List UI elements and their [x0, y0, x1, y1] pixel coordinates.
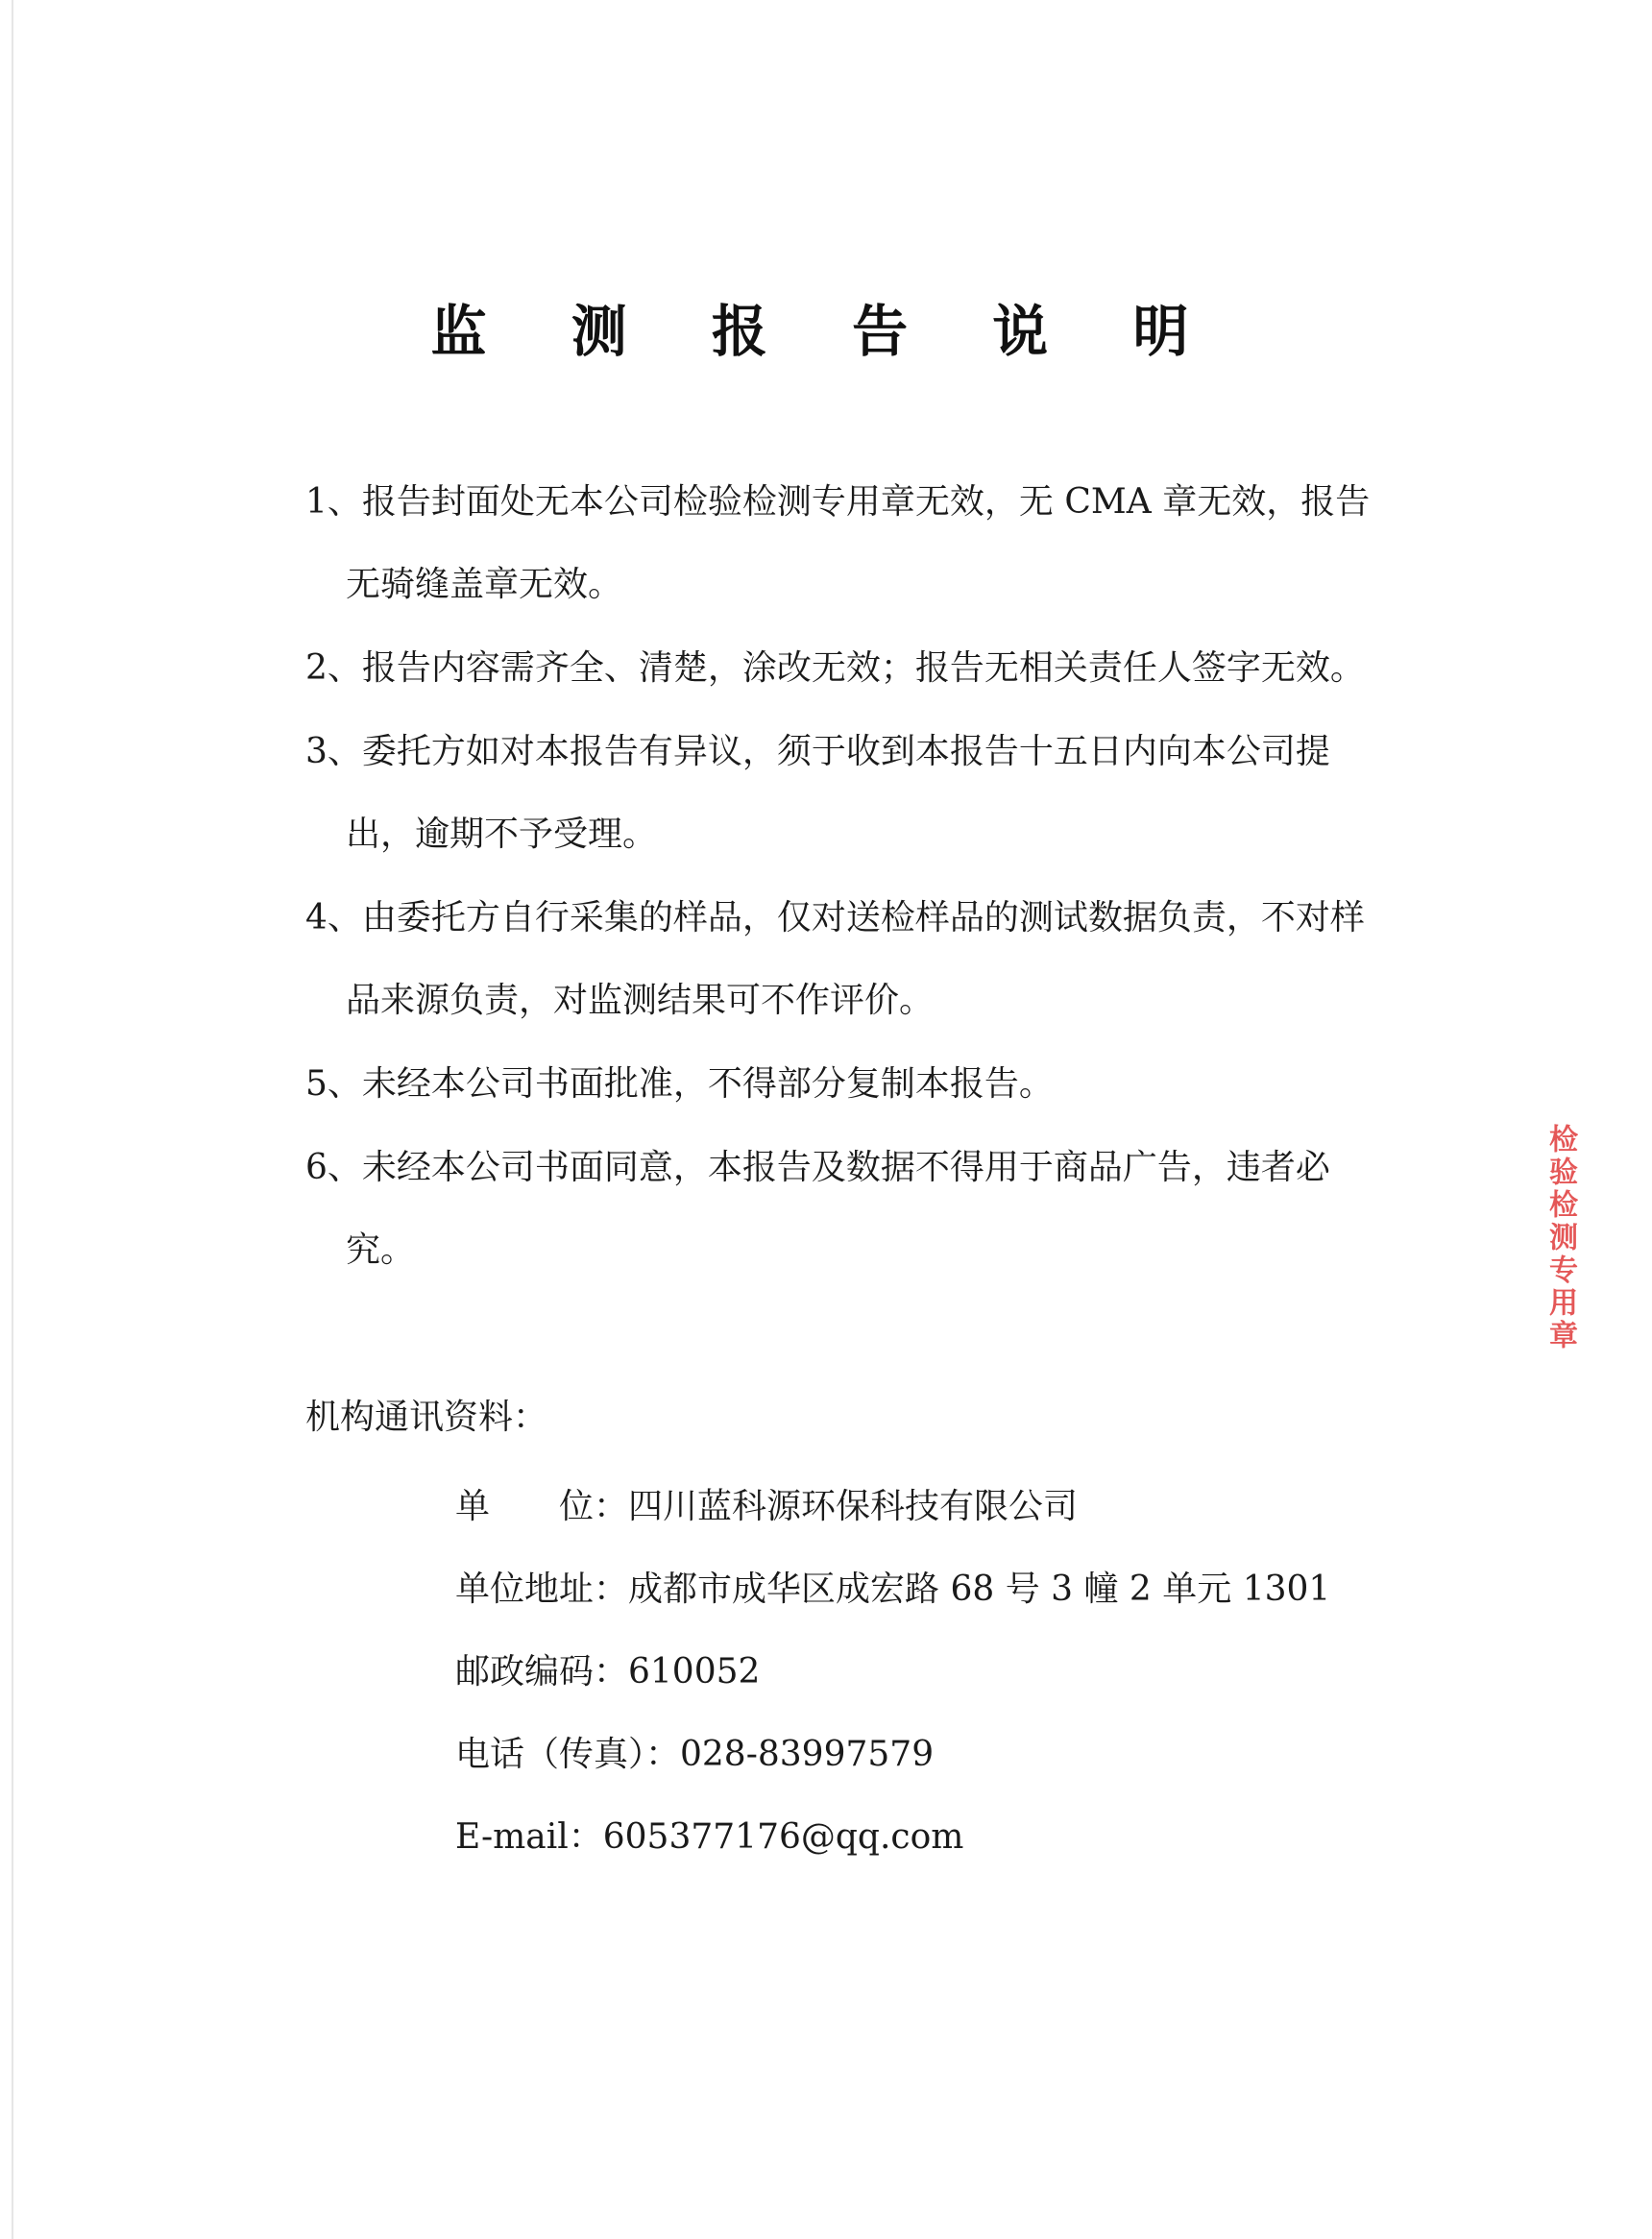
notes-list — [305, 461, 1372, 1293]
document-title: 监 测 报 告 说 明 — [430, 299, 1222, 364]
contact-block — [455, 1466, 1331, 1879]
note-item: 5、未经本公司书面批准，不得部分复制本报告。 — [305, 1064, 1054, 1104]
contact-phone: 电话（传真）：028-83997579 — [455, 1735, 935, 1774]
contact-unit: 单 位：四川蓝科源环保科技有限公司 — [455, 1487, 1079, 1526]
note-item: 1、报告封面处无本公司检验检测专用章无效，无 CMA 章无效，报告无骑缝盖章无效。 — [305, 482, 1371, 604]
note-item: 4、由委托方自行采集的样品，仅对送检样品的测试数据负责，不对样品来源负责，对监测结果可不作评价。 — [305, 898, 1365, 1020]
contact-address: 单位地址：成都市成华区成宏路 68 号 3 幢 2 单元 1301 — [455, 1570, 1331, 1609]
contact-email: E-mail：605377176@qq.com — [455, 1817, 964, 1857]
contact-heading: 机构通讯资料： — [305, 1398, 548, 1437]
note-item: 2、报告内容需齐全、清楚，涂改无效；报告无相关责任人签字无效。 — [305, 648, 1365, 688]
seal-stamp-edge: 检验检测专用章 — [1543, 1124, 1577, 1352]
contact-postcode: 邮政编码：610052 — [455, 1652, 761, 1691]
note-item: 3、委托方如对本报告有异议，须于收到本报告十五日内向本公司提出，逾期不予受理。 — [305, 732, 1330, 854]
note-item: 6、未经本公司书面同意，本报告及数据不得用于商品广告，违者必究。 — [305, 1148, 1330, 1270]
